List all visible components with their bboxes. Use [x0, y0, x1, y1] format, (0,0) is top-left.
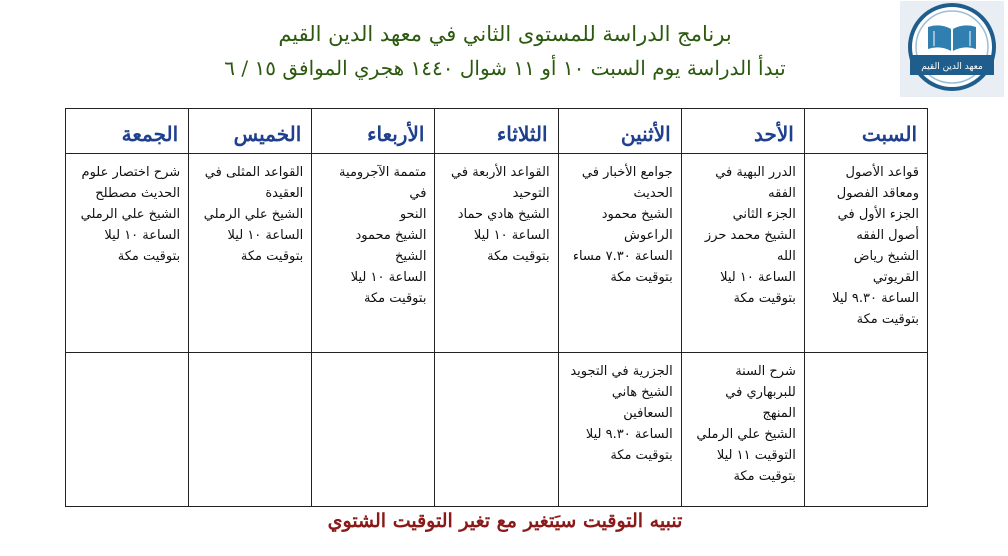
schedule-cell-monday-1 — [558, 154, 681, 353]
cell-text: متممة الآجرومية في النحو الشيخ محمود الشيخ الساعة ١٠ ليلا بتوقيت مكة — [339, 165, 427, 306]
day-header-friday: الجمعة — [66, 109, 189, 154]
schedule-table — [65, 108, 928, 507]
table-row — [66, 154, 928, 353]
cell-text: القواعد المثلى في العقيدة الشيخ علي الرملي الساعة ١٠ ليلا بتوقيت مكة — [203, 165, 304, 264]
cell-text: قواعد الأصول ومعاقد الفصول الجزء الأول في أصول الفقه الشيخ رياض القريوتي الساعة ٩.٣٠ ليلا بتوقيت مكة — [832, 165, 919, 327]
day-header-saturday: السبت — [804, 109, 927, 154]
cell-text: جوامع الأخبار في الحديث الشيخ محمود الراعوش الساعة ٧.٣٠ مساء بتوقيت مكة — [572, 165, 673, 285]
day-header-row — [66, 109, 928, 154]
cell-text: القواعد الأربعة في التوحيد الشيخ هادي حماد الساعة ١٠ ليلا بتوقيت مكة — [451, 165, 550, 264]
table-row — [66, 353, 928, 507]
cell-text: الدرر البهية في الفقه الجزء الثاني الشيخ محمد حرز الله الساعة ١٠ ليلا بتوقيت مكة — [704, 165, 796, 306]
day-header-sunday: الأحد — [681, 109, 804, 154]
cell-text: الجزرية في التجويد الشيخ هاني السعافين الساعة ٩.٣٠ ليلا بتوقيت مكة — [570, 364, 673, 463]
schedule-cell-sunday-2 — [681, 353, 804, 507]
schedule-cell-saturday-1 — [804, 154, 927, 353]
day-header-wednesday: الأربعاء — [312, 109, 435, 154]
day-header-thursday: الخميس — [189, 109, 312, 154]
open-book-logo-icon — [900, 1, 1004, 97]
timing-notice: تنبيه التوقيت سيَتغير مع تغير التوقيت الشتوي — [327, 510, 683, 532]
schedule-cell-tuesday-1 — [435, 154, 558, 353]
cell-text: شرح السنة للبربهاري في المنهج الشيخ علي الرملي التوقيت ١١ ليلا بتوقيت مكة — [696, 364, 796, 484]
schedule-cell-sunday-1 — [681, 154, 804, 353]
logo-text: معهد الدين القيم — [921, 62, 983, 72]
day-header-tuesday: الثلاثاء — [435, 109, 558, 154]
schedule-cell-friday-2 — [66, 353, 189, 507]
cell-text: شرح اختصار علوم الحديث مصطلح الشيخ علي الرملي الساعة ١٠ ليلا بتوقيت مكة — [80, 165, 181, 264]
day-header-monday: الأثنين — [558, 109, 681, 154]
schedule-cell-tuesday-2 — [435, 353, 558, 507]
schedule-cell-saturday-2 — [804, 353, 927, 507]
schedule-cell-friday-1 — [66, 154, 189, 353]
schedule-cell-thursday-1 — [189, 154, 312, 353]
page-subtitle: تبدأ الدراسة يوم السبت ١٠ أو ١١ شوال ١٤٤٠ هجري الموافق ١٥ / ٦ — [224, 56, 786, 80]
page-title: برنامج الدراسة للمستوى الثاني في معهد الدين القيم — [278, 22, 732, 46]
schedule-cell-wednesday-2 — [312, 353, 435, 507]
schedule-cell-monday-2 — [558, 353, 681, 507]
schedule-cell-wednesday-1 — [312, 154, 435, 353]
schedule-cell-thursday-2 — [189, 353, 312, 507]
